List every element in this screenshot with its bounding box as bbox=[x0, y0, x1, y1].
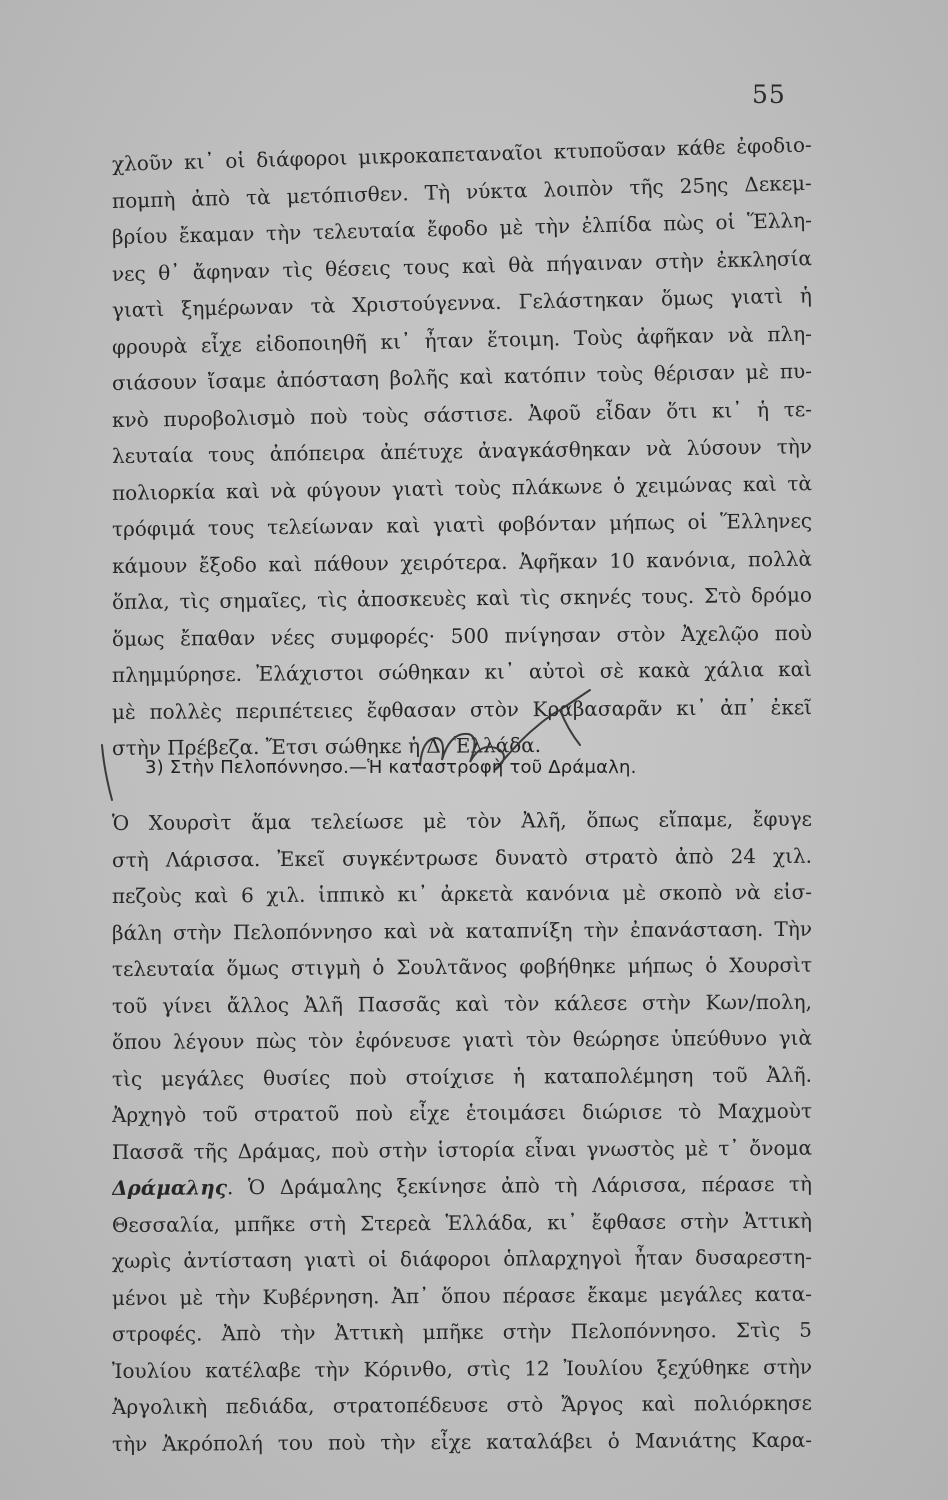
paragraph-dramalis-campaign bbox=[112, 805, 812, 1462]
text-line: στροφές. Ἀπὸ τὴν Ἀττικὴ μπῆκε στὴν Πελοπόννησο. Στὶς 5 bbox=[111, 1317, 813, 1346]
section-heading: 3) Στὴν Πελοπόννησο.—Ἡ καταστροφὴ τοῦ Δράμαλη. bbox=[145, 757, 637, 778]
text-line: νες θ᾽ ἄφηναν τὶς θέσεις τους καὶ θὰ πήγαιναν στὴν ἐκκλησία bbox=[111, 245, 813, 286]
text-line: στὴν Πρέβεζα. Ἔτσι σώθηκε ἡ Δ. Ἑλλάδα. bbox=[111, 733, 542, 760]
text-line: Ἀρχηγὸ τοῦ στρατοῦ ποὺ εἶχε ἑτοιμάσει διώρισε τὸ Μαχμοὺτ bbox=[111, 1098, 813, 1127]
text-line: τοῦ γίνει ἄλλος Ἀλῆ Πασσᾶς καὶ τὸν κάλεσε στὴν Κων/πολη, bbox=[111, 989, 813, 1018]
text-line: φρουρὰ εἶχε εἰδοποιηθῆ κι᾽ ἦταν ἕτοιμη. Τοὺς ἀφῆκαν νὰ πλη- bbox=[111, 321, 813, 359]
text-line: βάλη στὴν Πελοπόννησο καὶ νὰ καταπνίξη τὴν ἐπανάσταση. Τὴν bbox=[111, 916, 813, 945]
text-line: κάμουν ἔξοδο καὶ πάθουν χειρότερα. Ἀφῆκαν 10 κανόνια, πολλὰ bbox=[111, 546, 813, 578]
text-line: γιατὶ ξημέρωναν τὰ Χριστούγεννα. Γελάστηκαν ὅμως γιατὶ ἡ bbox=[111, 283, 813, 322]
name-line-rest: . Ὁ Δράμαλης ξεκίνησε ἀπὸ τὴ Λάρισσα, πέρασε τὴ bbox=[226, 1171, 813, 1200]
text-line: Πασσᾶ τῆς Δράμας, ποὺ στὴν ἱστορία εἶναι γνωστὸς μὲ τ᾽ ὄνομα bbox=[111, 1135, 813, 1164]
text-line: λευταία τους ἀπόπειρα ἀπέτυχε ἀναγκάσθηκαν νὰ λύσουν τὴν bbox=[111, 434, 813, 468]
text-line: Ὁ Χουρσὶτ ἅμα τελείωσε μὲ τὸν Ἀλῆ, ὅπως εἴπαμε, ἔφυγε bbox=[111, 806, 813, 835]
bold-name-dramalis: Δράμαλης bbox=[111, 1175, 228, 1200]
paragraph-missolonghi-siege bbox=[111, 132, 813, 767]
text-line: Ἰουλίου κατέλαβε τὴν Κόρινθο, στὶς 12 Ἰουλίου ξεχύθηκε στὴν bbox=[111, 1354, 813, 1383]
text-line: ὅπου λέγουν πὼς τὸν ἐφόνευσε γιατὶ τὸν θεώρησε ὑπεύθυνο γιὰ bbox=[111, 1025, 813, 1054]
text-line: στὴ Λάρισσα. Ἐκεῖ συγκέντρωσε δυνατὸ στρατὸ ἀπὸ 24 χιλ. bbox=[111, 843, 813, 872]
text-line: τὶς μεγάλες θυσίες ποὺ στοίχισε ἡ καταπολέμηση τοῦ Ἀλῆ. bbox=[111, 1062, 813, 1091]
text-line: χλοῦν κι᾽ οἱ διάφοροι μικροκαπεταναῖοι κτυποῦσαν κάθε ἐφοδιο- bbox=[111, 132, 813, 176]
text-line: Θεσσαλία, μπῆκε στὴ Στερεὰ Ἑλλάδα, κι᾽ ἔφθασε στὴν Ἀττικὴ bbox=[111, 1208, 813, 1237]
text-line: κνὸ πυροβολισμὸ ποὺ τοὺς σάστισε. Ἀφοῦ εἶδαν ὅτι κι᾽ ἡ τε- bbox=[111, 396, 813, 432]
text-line: πεζοὺς καὶ 6 χιλ. ἱππικὸ κι᾽ ἀρκετὰ κανόνια μὲ σκοπὸ νὰ εἰσ- bbox=[111, 879, 813, 908]
text-line: βρίου ἔκαμαν τὴν τελευταία ἔφοδο μὲ τὴν ἐλπίδα πὼς οἱ Ἕλλη- bbox=[111, 207, 813, 249]
text-line: ὅμως ἔπαθαν νέες συμφορές· 500 πνίγησαν στὸν Ἀχελῷο ποὺ bbox=[111, 620, 813, 651]
text-line-with-name bbox=[112, 1166, 812, 1207]
text-line: χωρὶς ἀντίσταση γιατὶ οἱ διάφοροι ὁπλαρχηγοὶ ἦταν δυσαρεστη- bbox=[111, 1244, 813, 1273]
text-line: πομπὴ ἀπὸ τὰ μετόπισθεν. Τὴ νύκτα λοιπὸν τῆς 25ης Δεκεμ- bbox=[111, 170, 813, 213]
text-line: τρόφιμά τους τελείωναν καὶ γιατὶ φοβόνταν μήπως οἱ Ἕλληνες bbox=[111, 508, 813, 541]
text-line: μὲ πολλὲς περιπέτειες ἔφθασαν στὸν Κραβασαρᾶν κι᾽ ἀπ᾽ ἐκεῖ bbox=[111, 694, 813, 724]
text-line: τὴν Ἀκρόπολή του ποὺ τὴν εἶχε καταλάβει ὁ Μανιάτης Καρα- bbox=[111, 1427, 813, 1456]
text-line: πολιορκία καὶ νὰ φύγουν γιατὶ τοὺς πλάκωνε ὁ χειμώνας καὶ τὰ bbox=[111, 470, 813, 505]
text-line: μένοι μὲ τὴν Κυβέρνηση. Ἀπ᾽ ὅπου πέρασε ἔκαμε μεγάλες κατα- bbox=[111, 1281, 813, 1310]
text-line: πλημμύρησε. Ἐλάχιστοι σώθηκαν κι᾽ αὐτοὶ σὲ κακὰ χάλια καὶ bbox=[111, 656, 813, 687]
text-line: τελευταία ὅμως στιγμὴ ὁ Σουλτᾶνος φοβήθηκε μήπως ὁ Χουρσὶτ bbox=[111, 952, 813, 981]
text-line: σιάσουν ἴσαμε ἀπόσταση βολῆς καὶ κατόπιν τοὺς θέρισαν μὲ πυ- bbox=[111, 358, 813, 395]
page-number: 55 bbox=[752, 80, 786, 109]
text-line: Ἀργολικὴ πεδιάδα, στρατοπέδευσε στὸ Ἄργος καὶ πολιόρκησε bbox=[111, 1390, 813, 1419]
text-line: ὅπλα, τὶς σημαῖες, τὶς ἀποσκευὲς καὶ τὶς σκηνές τους. Στὸ δρόμο bbox=[111, 582, 813, 614]
